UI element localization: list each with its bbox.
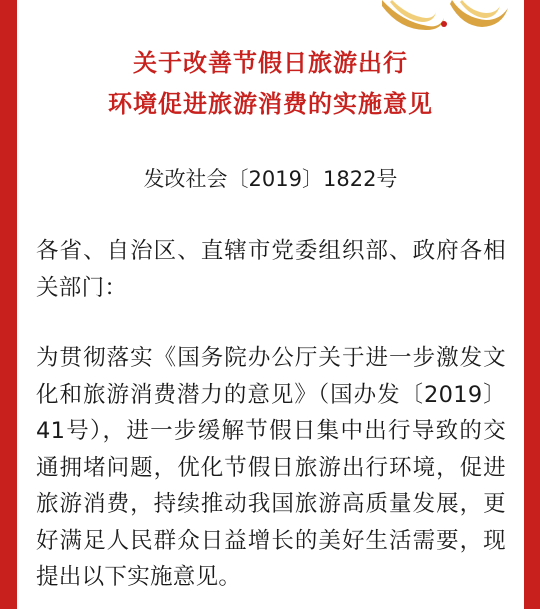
right-red-border: [524, 0, 540, 609]
document-title-line-1: 关于改善节假日旅游出行: [133, 49, 408, 77]
gold-cloud-ornament-icon: [382, 0, 512, 32]
document-title-line-2: 环境促进旅游消费的实施意见: [108, 90, 433, 118]
addressee-paragraph: 各省、自治区、直辖市党委组织部、政府各相关部门：: [36, 238, 506, 301]
body-paragraph: 为贯彻落实《国务院办公厅关于进一步激发文化和旅游消费潜力的意见》（国办发〔2019〕41号），进一步缓解节假日集中出行导致的交通拥堵问题，优化节假日旅游出行环境，促进旅游消费，持续推动我国旅游高质量发展，更好满足人民群众日益增长的美好生活需要，现提出以下实施意见。: [36, 345, 506, 590]
left-red-border: [0, 0, 17, 609]
document-number: 发改社会〔2019〕1822号: [143, 167, 398, 191]
